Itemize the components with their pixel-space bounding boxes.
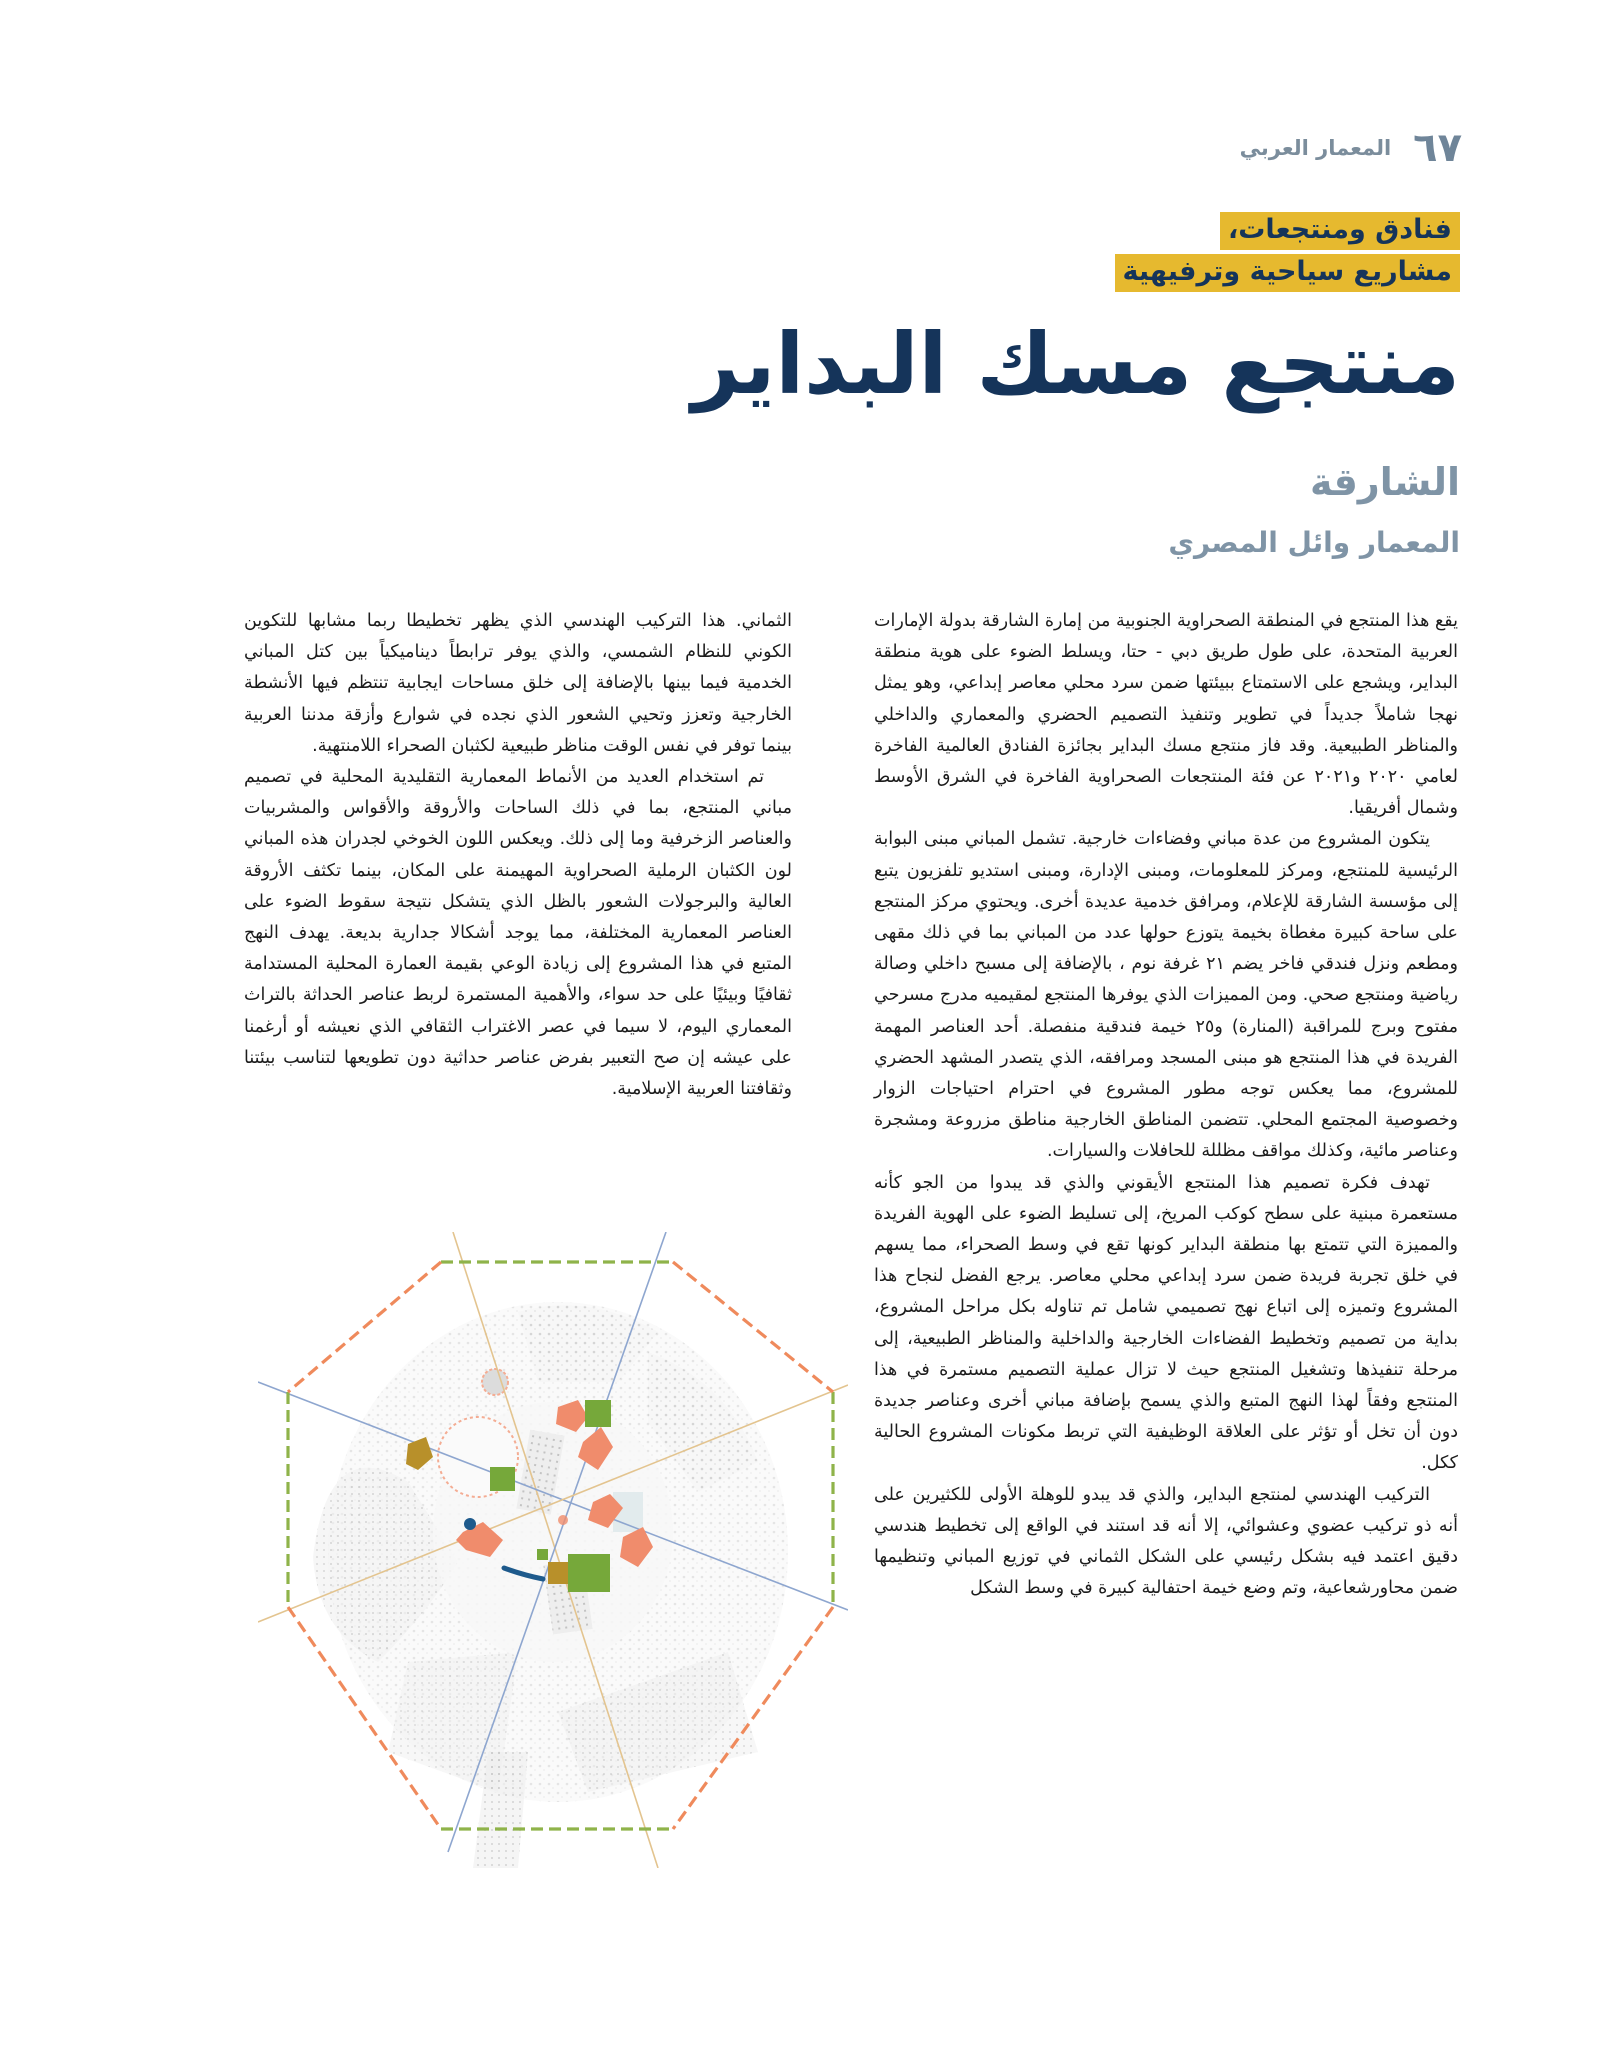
article-title: منتجع مسك البداير [691,315,1460,413]
body-column-right [874,606,1458,1605]
site-base [313,1302,788,1868]
category-line-1: فنادق ومنتجعات، [1220,212,1460,250]
center-node [558,1515,568,1525]
paragraph: التركيب الهندسي لمنتجع البداير، والذي قد يبدو للوهلة الأولى للكثيرين على أنه ذو تركيب عضوي وعشوائي، إلا أنه قد استند في الواقع إلى تخطيط هندسي دقيق اعتمد فيه بشكل رئيسي على الشكل الثماني في توزيع المباني وتنظيمها ضمن محاورشعاعية، وتم وضع خيمة احتفالية كبيرة في وسط الشكل [874,1484,1458,1599]
octagon-site-plan-image [258,1232,848,1868]
running-header [1239,125,1462,171]
paragraph: الثماني. هذا التركيب الهندسي الذي يظهر تخطيطا ربما مشابها للتكوين الكوني للنظام الشمسي، والذي يوفر ترابطاً ديناميكياً بين كتل المباني الخدمية فيما بينها بالإضافة إلى خلق مساحات ايجابية تنتظم فيها الأنشطة الخارجية وتعزز وتحيي الشعور الذي نجده في شوارع وأزقة مدننا العربية بينما توفر في نفس الوقت مناظر طبيعية لكثبان الصحراء اللامنتهية. [244,611,792,756]
paragraph: يقع هذا المنتجع في المنطقة الصحراوية الجنوبية من إمارة الشارقة بدولة الإمارات العربية المتحدة، على طول طريق دبي - حتا، ويسلط الضوء على هوية منطقة البداير، ويشجع على الاستمتاع ببيئتها ضمن سرد محلي معاصر إبداعي، وهو يمثل نهجا شاملاً جديداً في تطوير وتنفيذ التصميم الحضري والمعماري والداخلي والمناظر الطبيعية. وقد فاز منتجع مسك البداير بجائزة الفنادق العالمية الفاخرة لعامي ٢٠٢٠ و٢٠٢١ عن فئة المنتجعات الصحراوية الفاخرة في الشرق الأوسط وشمال أفريقيا. [874,611,1458,819]
magazine-name: المعمار العربي [1239,135,1392,160]
page-number: ٦٧ [1413,125,1462,171]
article-location: الشارقة [1309,460,1460,504]
section-category [1115,212,1460,292]
paragraph: تهدف فكرة تصميم هذا المنتجع الأيقوني والذي قد يبدوا من الجو كأنه مستعمرة مبنية على سطح كوكب المريخ، إلى تسليط الضوء على الهوية الفريدة والمميزة التي تتمتع بها منطقة البداير كونها تقع في وسط الصحراء، مما يسهم في خلق تجربة فريدة ضمن سرد إبداعي محلي معاصر. يرجع الفضل لنجاح هذا المشروع وتميزه إلى اتباع نهج تصميمي شامل تم تناوله بكل مراحل المشروع، بداية من تصميم وتخطيط الفضاءات الخارجية والداخلية والمناظر الطبيعية، إلى مرحلة تنفيذها وتشغيل المنتجع حيث لا تزال عملية التصميم مستمرة في هذا المنتجع وفقاً لهذا النهج المتبع والذي يسمح بإضافة مباني أخرى وعناصر جديدة دون أن تخل أو تؤثر على العلاقة الوظيفية التي تربط مكونات المشروع الحالية ككل. [874,1172,1458,1474]
site-plan-diagram [258,1232,848,1868]
category-line-2: مشاريع سياحية وترفيهية [1115,254,1460,292]
article-author: المعمار وائل المصري [1168,526,1460,559]
paragraph: تم استخدام العديد من الأنماط المعمارية التقليدية المحلية في تصميم مباني المنتجع، بما في ذلك الساحات والأروقة والأقواس والمشربيات والعناصر الزخرفية وما إلى ذلك. ويعكس اللون الخوخي لجدران هذه المباني لون الكثبان الرملية الصحراوية المهيمنة على المكان، بينما تكثف الأروقة العالية والبرجولات الشعور بالظل الذي يتشكل نتيجة سقوط الضوء على العناصر المعمارية المختلفة، مما يوجد أشكالا جدارية بديعة. يهدف النهج المتبع في هذا المشروع إلى زيادة الوعي بقيمة العمارة المحلية المستدامة ثقافيًا وبيئيًا على حد سواء، والأهمية المستمرة لربط عناصر الحداثة بالتراث المعماري اليوم، لا سيما في عصر الاغتراب الثقافي الذي نعيشه أو أرغمنا على عيشه إن صح التعبير بفرض عناصر حداثية دون تطويعها لتناسب بيئتنا وثقافتنا العربية الإسلامية. [244,767,792,1100]
body-column-left [244,606,792,1105]
paragraph: يتكون المشروع من عدة مباني وفضاءات خارجية. تشمل المباني مبنى البوابة الرئيسية للمنتجع، ومركز للمعلومات، ومبنى الإدارة، ومبنى استديو تلفزيون يتبع إلى مؤسسة الشارقة للإعلام، ومرافق خدمية عديدة أخرى. ويحتوي مركز المنتجع على ساحة كبيرة مغطاة بخيمة يتوزع حولها عدد من المباني بما في ذلك مقهى ومطعم ونزل فندقي فاخر يضم ٢١ غرفة نوم ، بالإضافة إلى مسبح داخلي وصالة رياضية ومنتجع صحي. ومن المميزات الذي يوفرها المنتجع لمقيميه مدرج مسرحي مفتوح وبرج للمراقبة (المنارة) و٢٥ خيمة فندقية منفصلة. أحد العناصر المهمة الفريدة في هذا المنتجع هو مبنى المسجد ومرافقه، الذي يتصدر المشهد الحضري للمشروع، مما يعكس توجه مطور المشروع في احترام احتياجات الزوار وخصوصية المجتمع المحلي. تتضمن المناطق الخارجية مناطق مزروعة ومشجرة وعناصر مائية، وكذلك مواقف مظللة للحافلات والسيارات. [874,829,1458,1162]
